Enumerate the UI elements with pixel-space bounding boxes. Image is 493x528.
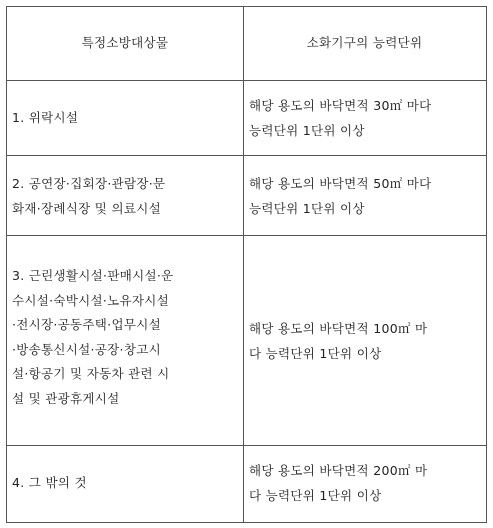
row-target-objects: 2. 공연장·집회장·관람장·문 화재·장례식장 및 의료시설 (12, 176, 166, 216)
capacity-table (6, 6, 487, 522)
header-capacity-unit: 소화기구의 능력단위 (306, 35, 423, 50)
table-row (6, 155, 487, 236)
row-target-objects: 3. 근린생활시설·판매시설·운 수시설·숙박시설·노유자시설 ·전시장·공동주택·업무시설 ·방송통신시설·공장·창고시 설·항공기 및 자동차 관련 시 설 및 관광휴게시설 (12, 268, 174, 406)
table-row (6, 445, 487, 523)
table-header-row (6, 6, 487, 81)
row-capacity-unit: 해당 용도의 바닥면적 100㎡ 마 다 능력단위 1단위 이상 (249, 321, 428, 361)
row-capacity-unit: 해당 용도의 바닥면적 200㎡ 마 다 능력단위 1단위 이상 (249, 463, 428, 503)
table-row (6, 80, 487, 156)
row-target-objects: 1. 위락시설 (12, 110, 79, 125)
row-capacity-unit: 해당 용도의 바닥면적 30㎡ 마다 능력단위 1단위 이상 (249, 98, 432, 138)
header-target-objects: 특정소방대상물 (81, 35, 169, 50)
row-target-objects: 4. 그 밖의 것 (12, 475, 87, 490)
row-capacity-unit: 해당 용도의 바닥면적 50㎡ 마다 능력단위 1단위 이상 (249, 176, 432, 216)
table-row (6, 235, 487, 446)
